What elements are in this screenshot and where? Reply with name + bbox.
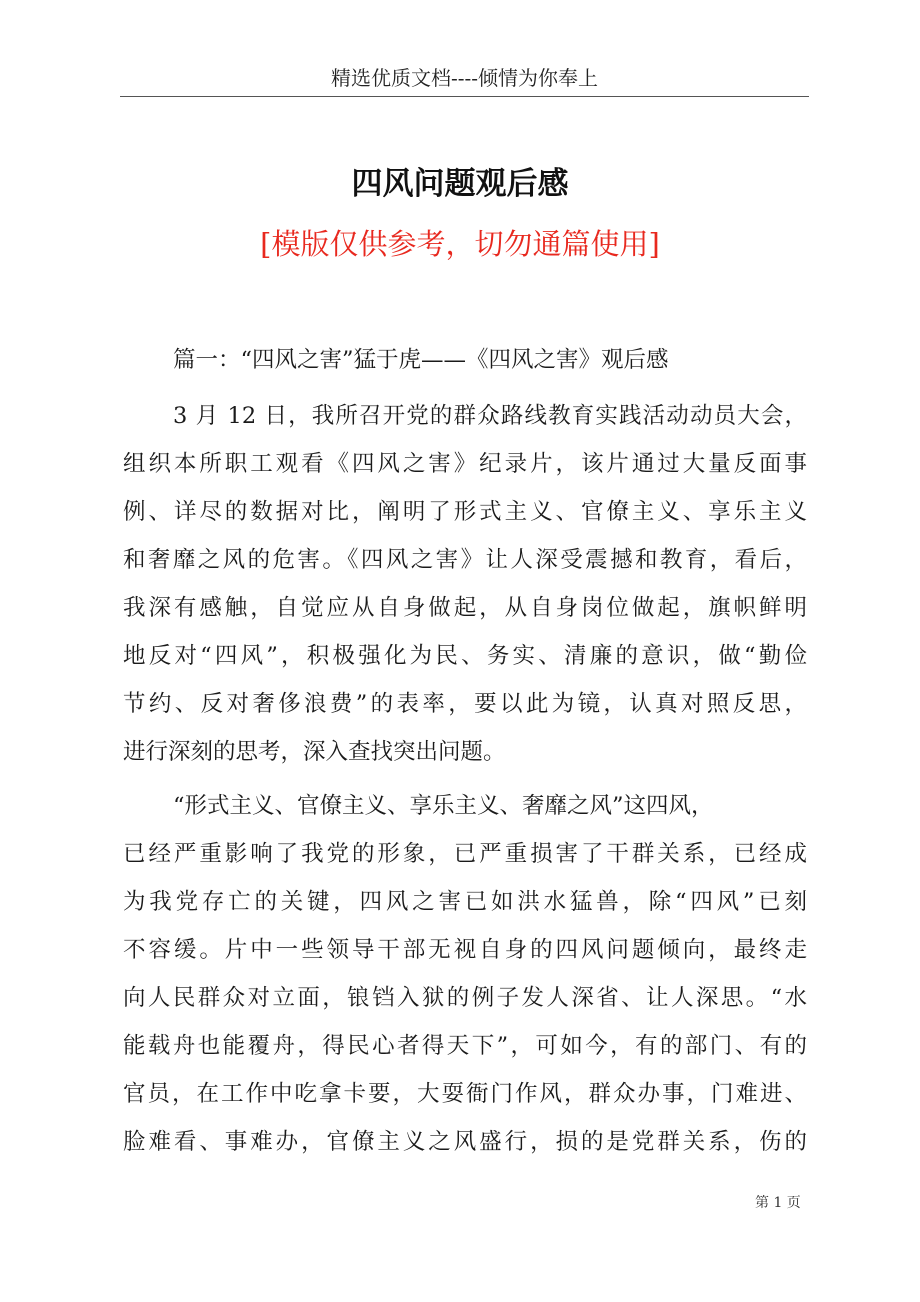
paragraph-line: 3 月 12 日，我所召开党的群众路线教育实践活动动员大会， xyxy=(173,403,807,429)
paragraph-line: 官员，在工作中吃拿卡要，大耍衙门作风，群众办事，门难进、 xyxy=(123,1081,807,1107)
paragraph-line: 向人民群众对立面，锒铛入狱的例子发人深省、让人深思。“水 xyxy=(123,985,807,1011)
paragraph-line: 已经严重影响了我党的形象，已严重损害了干群关系，已经成 xyxy=(123,841,807,867)
header-divider xyxy=(120,96,809,97)
paragraph-line: “形式主义、官僚主义、享乐主义、奢靡之风”这四风， xyxy=(173,793,714,819)
document-title: 四风问题观后感 xyxy=(351,166,569,202)
paragraph-line: 例、详尽的数据对比，阐明了形式主义、官僚主义、享乐主义 xyxy=(123,499,807,525)
paragraph-line: 节约、反对奢侈浪费”的表率，要以此为镜，认真对照反思， xyxy=(123,691,807,717)
document-subtitle: [模版仅供参考，切勿通篇使用] xyxy=(260,227,660,261)
paragraph-line: 地反对“四风”，积极强化为民、务实、清廉的意识，做“勤俭 xyxy=(123,643,807,669)
paragraph-line: 能载舟也能覆舟，得民心者得天下”，可如今，有的部门、有的 xyxy=(123,1033,807,1059)
page-number: 第 1 页 xyxy=(755,1195,801,1211)
page-header: 精选优质文档----倾情为你奉上 xyxy=(330,66,599,90)
document-body xyxy=(123,336,807,1166)
paragraph-line: 和奢靡之风的危害。《四风之害》让人深受震撼和教育，看后， xyxy=(123,547,807,573)
paragraph-line: 进行深刻的思考，深入查找突出问题。 xyxy=(123,739,506,765)
paragraph-line: 我深有感触，自觉应从自身做起，从自身岗位做起，旗帜鲜明 xyxy=(123,595,807,621)
section-heading: 篇一：“四风之害”猛于虎——《四风之害》观后感 xyxy=(173,347,669,373)
paragraph-line: 脸难看、事难办，官僚主义之风盛行，损的是党群关系，伤的 xyxy=(123,1129,807,1155)
paragraph-line: 组织本所职工观看《四风之害》纪录片，该片通过大量反面事 xyxy=(123,451,807,477)
paragraph-line: 不容缓。片中一些领导干部无视自身的四风问题倾向，最终走 xyxy=(123,937,807,963)
paragraph-line: 为我党存亡的关键，四风之害已如洪水猛兽，除“四风”已刻 xyxy=(123,889,807,915)
